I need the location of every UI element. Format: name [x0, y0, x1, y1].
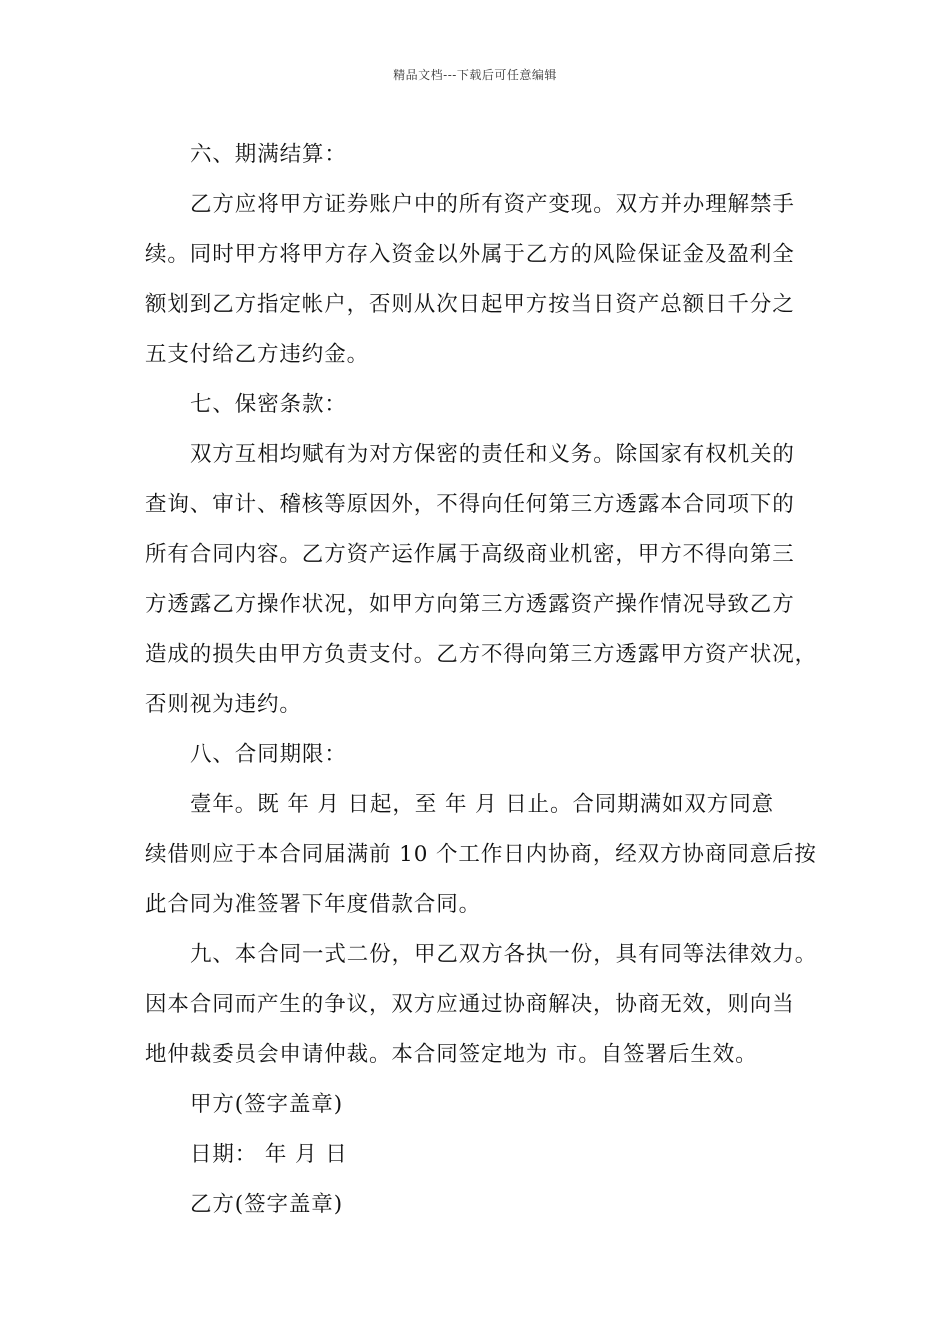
paragraph-line: 续。同时甲方将甲方存入资金以外属于乙方的风险保证金及盈利全 [145, 242, 795, 267]
paragraph-line: 续借则应于本合同届满前 10 个工作日内协商，经双方协商同意后按 [145, 842, 817, 867]
paragraph-line: 方透露乙方操作状况，如甲方向第三方透露资产操作情况导致乙方 [145, 592, 795, 617]
paragraph-line: 五支付给乙方违约金。 [145, 342, 370, 367]
section-heading-copies: 九、本合同一式二份，甲乙双方各执一份，具有同等法律效力。 [190, 942, 818, 967]
paragraph-line: 乙方应将甲方证券账户中的所有资产变现。双方并办理解禁手 [190, 192, 795, 217]
document-body [145, 130, 818, 1230]
paragraph-line: 此合同为准签署下年度借款合同。 [145, 892, 482, 917]
party-a-signature: 甲方(签字盖章) [190, 1092, 343, 1117]
paragraph-line: 因本合同而产生的争议，双方应通过协商解决，协商无效，则向当 [145, 992, 795, 1017]
section-heading-settlement: 六、期满结算： [190, 142, 347, 167]
paragraph-line: 所有合同内容。乙方资产运作属于高级商业机密，甲方不得向第三 [145, 542, 795, 567]
paragraph-line: 否则视为违约。 [145, 692, 302, 717]
paragraph-line: 壹年。既 年 月 日起，至 年 月 日止。合同期满如双方同意 [190, 792, 775, 817]
paragraph-line: 查询、审计、稽核等原因外，不得向任何第三方透露本合同项下的 [145, 492, 795, 517]
paragraph-line: 双方互相均赋有为对方保密的责任和义务。除国家有权机关的 [190, 442, 795, 467]
page-header: 精品文档---下载后可任意编辑 [393, 68, 557, 82]
paragraph-line: 地仲裁委员会申请仲裁。本合同签定地为 市。自签署后生效。 [145, 1042, 758, 1067]
date-line: 日期： 年 月 日 [190, 1142, 348, 1167]
party-b-signature: 乙方(签字盖章) [190, 1192, 343, 1217]
section-heading-term: 八、合同期限： [190, 742, 347, 767]
paragraph-line: 造成的损失由甲方负责支付。乙方不得向第三方透露甲方资产状况， [145, 642, 818, 667]
section-heading-confidentiality: 七、保密条款： [190, 392, 347, 417]
paragraph-line: 额划到乙方指定帐户，否则从次日起甲方按当日资产总额日千分之 [145, 292, 795, 317]
